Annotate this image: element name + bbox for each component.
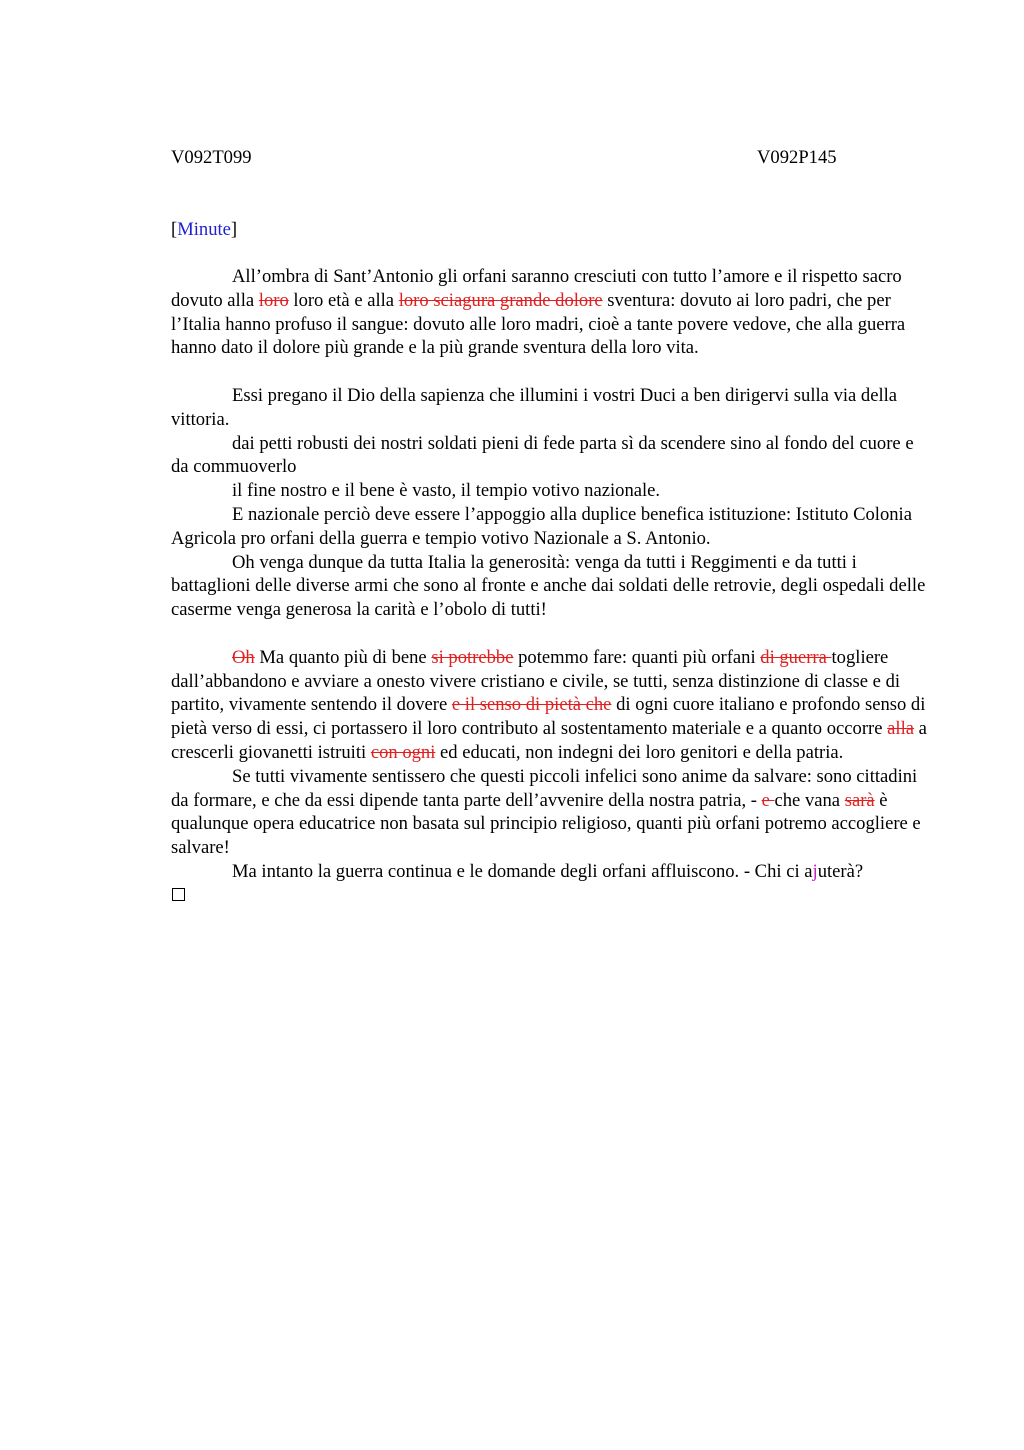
deleted-text: loro xyxy=(258,289,289,311)
text-run: che vana xyxy=(774,789,845,811)
paragraph-5: E nazionale perciò deve essere l’appoggio alla duplice benefica istituzione: Istituto Colonia Agricola pro orfani della guerra e tempio votivo Nazionale a S. Antonio. xyxy=(171,503,912,549)
text-run: ed educati, non indegni dei loro genitori e della patria. xyxy=(435,741,844,763)
deleted-text: si potrebbe xyxy=(431,646,514,668)
text-run: è qualunque opera educatrice non basata sul principio religioso, quanti più orfani potremo accogliere e salvare! xyxy=(171,789,921,859)
deleted-text: alla xyxy=(887,718,914,740)
end-box-icon xyxy=(172,888,185,901)
deleted-text: di guerra xyxy=(760,646,832,668)
close-bracket: ] xyxy=(230,219,238,240)
text-run: togliere dall’abbandono e avviare a onesto vivere cristiano e civile, se tutti, senza distinzione di classe e di partito, vivamente sentendo il dovere xyxy=(171,646,901,716)
paragraph-1 xyxy=(171,265,931,360)
paragraph-gap xyxy=(171,360,931,384)
paragraph-7 xyxy=(171,646,931,765)
deleted-text: Oh xyxy=(232,646,255,668)
paragraph-2: Essi pregano il Dio della sapienza che illumini i vostri Duci a ben dirigervi sulla via della vittoria. xyxy=(171,384,898,430)
minute-label: Minute xyxy=(177,219,231,240)
paragraph-6: Oh venga dunque da tutta Italia la generosità: venga da tutti i Reggimenti e da tutti i battaglioni delle diverse armi che sono al fronte e anche dai soldati delle retrovie, degli ospedali delle caserme venga generosa la carità e l’obolo di tutti! xyxy=(171,551,926,621)
section-label xyxy=(171,218,237,242)
text-run: sventura: dovuto ai loro padri, che per l’Italia hanno profuso il sangue: dovuto alle loro madri, cioè a tante povere vedove, che alla guerra hanno dato il dolore più grande e la più grande sventura della loro vita. xyxy=(171,289,906,359)
text-run: All’ombra di Sant’Antonio gli orfani saranno cresciuti con tutto l’amore e il rispetto sacro dovuto alla xyxy=(171,266,902,311)
paragraph-8 xyxy=(171,765,931,860)
document-code-left: V092T099 xyxy=(171,147,252,168)
deleted-text: loro sciagura grande dolore xyxy=(398,289,603,311)
paragraph-3: dai petti robusti dei nostri soldati pieni di fede parta sì da scendere sino al fondo del cuore e da commuoverlo xyxy=(171,432,914,478)
text-run: a crescerli giovanetti istruiti xyxy=(171,718,927,763)
text-run: uterà? xyxy=(817,860,864,882)
deleted-text: e il senso di pietà che xyxy=(451,694,612,716)
deleted-text: sarà xyxy=(844,789,875,811)
document-code-right: V092P145 xyxy=(757,147,837,168)
paragraph-4: il fine nostro e il bene è vasto, il tempio votivo nazionale. xyxy=(232,480,661,502)
text-run: potemmo fare: quanti più orfani xyxy=(513,646,761,668)
text-run: Ma quanto più di bene xyxy=(254,646,432,668)
paragraph-gap xyxy=(171,622,931,646)
document-body xyxy=(171,265,931,901)
inserted-text: j xyxy=(812,860,818,882)
text-run: Ma intanto la guerra continua e le domande degli orfani affluiscono. - Chi ci a xyxy=(232,860,813,882)
text-run: Se tutti vivamente sentissero che questi piccoli infelici sono anime da salvare: sono cittadini da formare, e che da essi dipende tanta parte dell’avvenire della nostra patria, - xyxy=(171,765,918,811)
text-run: loro età e alla xyxy=(288,289,399,311)
paragraph-9 xyxy=(171,860,931,884)
text-run: di ogni cuore italiano e profondo senso di pietà verso di essi, ci portassero il loro contributo al sostentamento materiale e a quanto occorre xyxy=(171,694,926,740)
open-bracket: [ xyxy=(171,219,178,240)
deleted-text: con ogni xyxy=(370,741,436,763)
deleted-text: e xyxy=(761,789,775,811)
